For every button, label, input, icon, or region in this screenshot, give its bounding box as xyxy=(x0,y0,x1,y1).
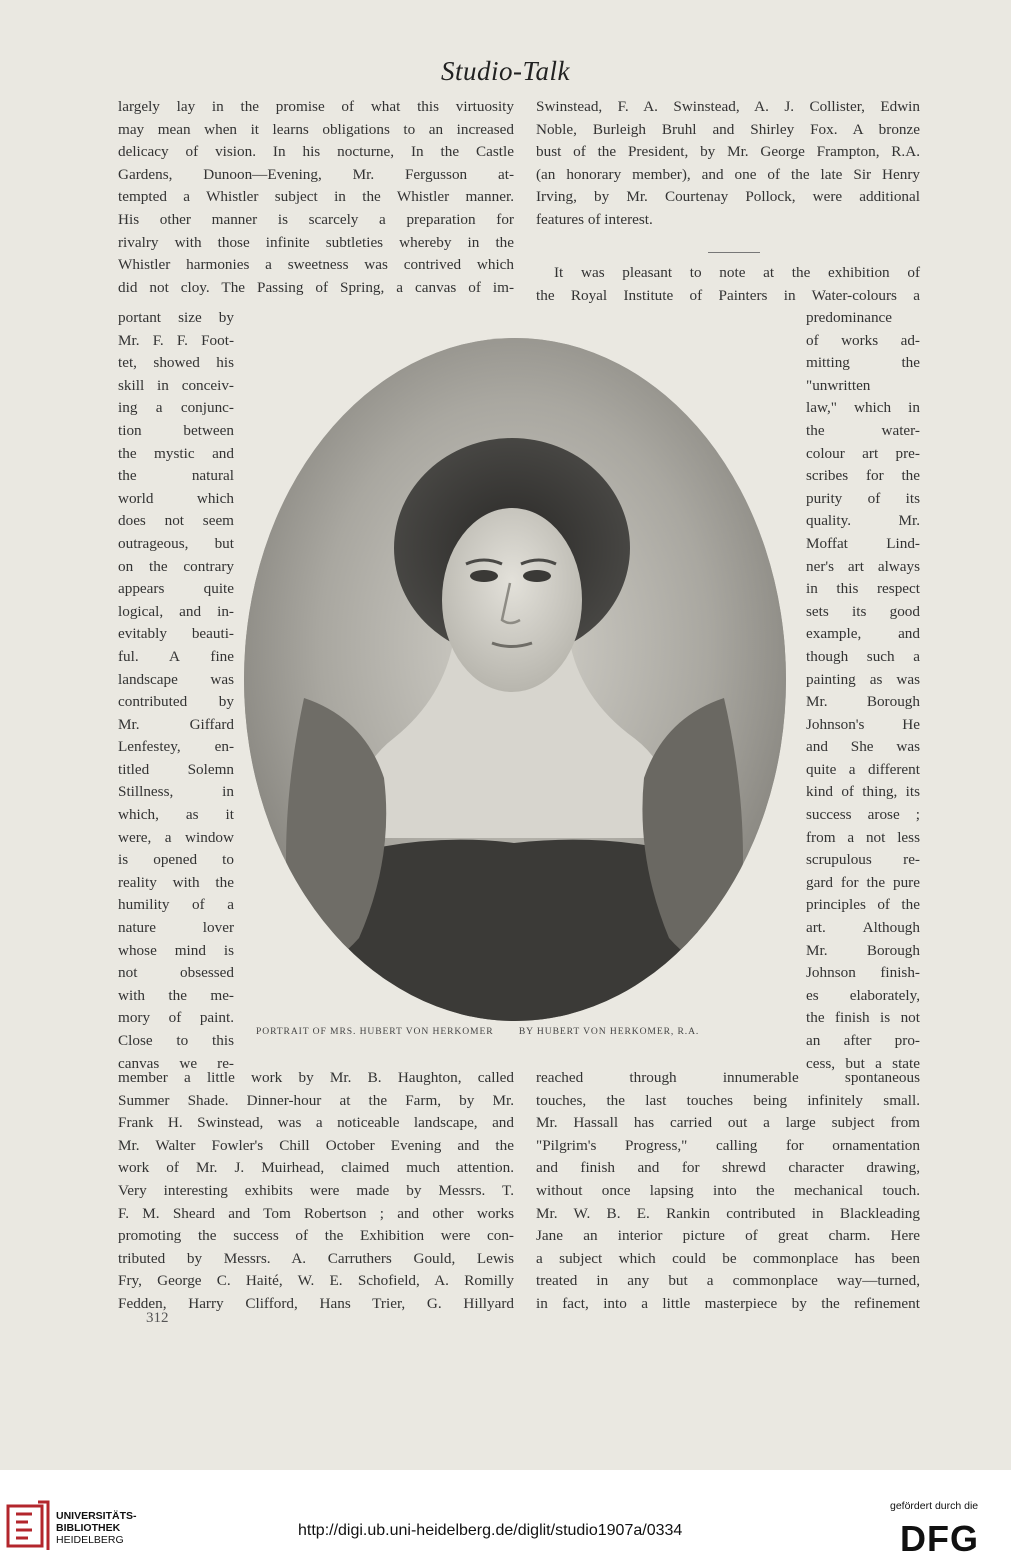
text-line: Mr. Walter Fowler's Chill October Evening and the xyxy=(118,1136,514,1154)
text-line: painting as was xyxy=(806,670,920,688)
portrait-left-eye xyxy=(470,570,498,582)
library-logo-icon xyxy=(6,1500,50,1552)
text-line: which, as it xyxy=(118,806,234,824)
text-line: Lenfestey, en- xyxy=(118,738,234,756)
text-line: touches, the last touches being infinitely small. xyxy=(536,1091,920,1109)
text-line: treated in any but a commonplace way—turned, xyxy=(536,1272,920,1290)
left-column-top xyxy=(118,96,514,299)
text-line: Summer Shade. Dinner-hour at the Farm, by Mr. xyxy=(118,1091,514,1109)
text-line: Mr. W. B. E. Rankin contributed in Blackleading xyxy=(536,1204,920,1222)
text-line: largely lay in the promise of what this virtuosity xyxy=(118,98,514,115)
text-line: It was pleasant to note at the exhibition of xyxy=(554,264,920,281)
text-line: Swinstead, F. A. Swinstead, A. J. Collister, Edwin xyxy=(536,98,920,115)
text-line: member a little work by Mr. B. Haughton, called xyxy=(118,1069,514,1086)
text-line: logical, and in- xyxy=(118,602,234,620)
text-line: F. M. Sheard and Tom Robertson ; and other works xyxy=(118,1204,514,1222)
text-line: in fact, into a little masterpiece by the refinement xyxy=(536,1294,920,1312)
text-line: is opened to xyxy=(118,851,234,869)
text-line: in this respect xyxy=(806,580,920,598)
text-line: were, a window xyxy=(118,828,234,846)
text-line: colour art pre- xyxy=(806,444,920,462)
text-line: cess, but a state xyxy=(806,1054,920,1072)
running-header: Studio-Talk xyxy=(440,56,571,86)
text-line: rivalry with those infinite subtleties whereby in the xyxy=(118,233,514,251)
text-line: outrageous, but xyxy=(118,534,234,552)
text-line: contributed by xyxy=(118,693,234,711)
source-url-link[interactable]: http://digi.ub.uni-heidelberg.de/diglit/studio1907a/0334 xyxy=(298,1522,683,1539)
text-line: and finish and for shrewd character drawing, xyxy=(536,1159,920,1177)
text-line: though such a xyxy=(806,647,920,665)
text-line: Stillness, in xyxy=(118,783,234,801)
text-line: the finish is not xyxy=(806,1009,920,1027)
text-line: kind of thing, its xyxy=(806,783,920,801)
text-line: promoting the success of the Exhibition were con- xyxy=(118,1227,514,1245)
text-line: Mr. Borough xyxy=(806,941,920,959)
right-column-bottom xyxy=(536,1067,920,1316)
portrait-drawing xyxy=(244,338,786,1021)
right-column-paragraph-start xyxy=(536,262,920,307)
text-line: the natural xyxy=(118,467,234,485)
text-line: Moffat Lind- xyxy=(806,534,920,552)
text-line: Jane an interior picture of great charm. Here xyxy=(536,1227,920,1245)
text-line: Whistler harmonies a sweetness was contrived which xyxy=(118,256,514,274)
portrait-right-eye xyxy=(523,570,551,582)
right-column-top xyxy=(536,96,920,232)
library-name-line: BIBLIOTHEK xyxy=(56,1522,121,1534)
text-line: the Royal Institute of Painters in Water-colours a xyxy=(536,286,920,304)
text-line: Johnson finish- xyxy=(806,964,920,982)
digitization-footer xyxy=(0,1470,1011,1563)
text-line: Frank H. Swinstead, was a noticeable landscape, and xyxy=(118,1114,514,1132)
text-line: "unwritten xyxy=(806,376,871,394)
text-line: His other manner is scarcely a preparation for xyxy=(118,210,514,228)
text-line: "Pilgrim's Progress," calling for ornamentation xyxy=(536,1136,920,1154)
text-line: appears quite xyxy=(118,580,234,598)
text-line: ful. A fine xyxy=(118,647,234,665)
text-line: tributed by Messrs. A. Carruthers Gould, Lewis xyxy=(118,1249,514,1267)
text-line: the mystic and xyxy=(118,444,234,462)
text-line: canvas we re- xyxy=(118,1054,234,1072)
text-line: mory of paint. xyxy=(118,1009,234,1027)
text-line: ing a conjunc- xyxy=(118,399,234,417)
text-line: Mr. Hassall has carried out a large subject from xyxy=(536,1114,920,1132)
text-line: gard for the pure xyxy=(806,873,920,891)
text-line: law," which in xyxy=(806,399,920,417)
text-line: bust of the President, by Mr. George Frampton, R.A. xyxy=(536,143,920,161)
text-line: Very interesting exhibits were made by Messrs. T. xyxy=(118,1181,514,1199)
text-line: Fry, George C. Haité, W. E. Schofield, A. Romilly xyxy=(118,1272,514,1290)
text-line: delicacy of vision. In his nocturne, In the Castle xyxy=(118,143,514,161)
text-line: art. Although xyxy=(806,919,920,937)
text-line: tion between xyxy=(118,421,234,439)
text-line: Mr. Giffard xyxy=(118,715,234,733)
text-line: scrupulous re- xyxy=(806,851,920,869)
text-line: world which xyxy=(118,489,234,507)
text-line: titled Solemn xyxy=(118,760,234,778)
text-line: of works ad- xyxy=(806,331,920,349)
text-line: sets its good xyxy=(806,602,920,620)
portrait-illustration xyxy=(244,338,786,1021)
text-line: landscape was xyxy=(118,670,234,688)
text-line: with the me- xyxy=(118,986,234,1004)
text-line: ner's art always xyxy=(806,557,920,575)
text-line: and She was xyxy=(806,738,920,756)
right-column-narrow xyxy=(806,307,920,1075)
page-number: 312 xyxy=(146,1310,169,1326)
text-line: principles of the xyxy=(806,896,920,914)
text-line: a subject which could be commonplace has been xyxy=(536,1249,920,1267)
text-line: purity of its xyxy=(806,489,920,507)
text-line: may mean when it learns obligations to an increased xyxy=(118,120,514,138)
figure-caption xyxy=(256,1026,796,1037)
text-line: portant size by xyxy=(118,309,234,326)
text-line: whose mind is xyxy=(118,941,234,959)
text-line: evitably beauti- xyxy=(118,625,234,643)
dfg-logo: DFG xyxy=(900,1518,979,1559)
text-line: predominance xyxy=(806,309,893,326)
text-line: example, and xyxy=(806,625,920,643)
library-name-line: UNIVERSITÄTS- xyxy=(56,1510,137,1522)
text-line: es elaborately, xyxy=(806,986,920,1004)
text-line: the water- xyxy=(806,421,920,439)
text-line: Mr. F. F. Foot- xyxy=(118,331,234,349)
text-line: quality. Mr. xyxy=(806,512,920,530)
text-line: an after pro- xyxy=(806,1032,920,1049)
library-name-line: HEIDELBERG xyxy=(56,1534,124,1546)
funding-note: gefördert durch die xyxy=(890,1500,979,1512)
text-line: quite a different xyxy=(806,760,920,778)
text-line: Close to this xyxy=(118,1032,234,1049)
text-line: from a not less xyxy=(806,828,920,846)
text-line: does not seem xyxy=(118,512,234,530)
portrait-face xyxy=(442,508,582,692)
text-line: did not cloy. The Passing of Spring, a canvas of im- xyxy=(118,278,514,296)
text-line: reached through innumerable spontaneous xyxy=(536,1069,920,1086)
text-line: Johnson's He xyxy=(806,715,920,733)
text-line: Fedden, Harry Clifford, Hans Trier, G. Hillyard xyxy=(118,1294,514,1312)
text-line: Mr. Borough xyxy=(806,693,920,711)
text-line: features of interest. xyxy=(536,210,653,228)
text-line: Gardens, Dunoon—Evening, Mr. Fergusson at- xyxy=(118,165,514,183)
text-line: tet, showed his xyxy=(118,354,234,372)
text-line: without once lapsing into the mechanical touch. xyxy=(536,1181,920,1199)
text-line: humility of a xyxy=(118,896,234,914)
caption-title: PORTRAIT OF MRS. HUBERT VON HERKOMER xyxy=(256,1026,494,1037)
text-line: on the contrary xyxy=(118,557,234,575)
text-line: work of Mr. J. Muirhead, claimed much attention. xyxy=(118,1159,514,1177)
caption-artist: BY HUBERT VON HERKOMER, R.A. xyxy=(518,1026,700,1037)
text-line: tempted a Whistler subject in the Whistler manner. xyxy=(118,188,514,206)
text-line: scribes for the xyxy=(806,467,920,485)
text-line: (an honorary member), and one of the late Sir Henry xyxy=(536,165,920,183)
left-column-bottom xyxy=(118,1067,514,1316)
text-line: skill in conceiv- xyxy=(118,376,234,394)
text-line: Noble, Burleigh Bruhl and Shirley Fox. A bronze xyxy=(536,120,920,138)
text-line: mitting the xyxy=(806,354,920,372)
text-line: Irving, by Mr. Courtenay Pollock, were additional xyxy=(536,188,920,206)
text-line: success arose ; xyxy=(806,806,920,824)
section-divider xyxy=(708,252,760,253)
text-line: reality with the xyxy=(118,873,234,891)
text-line: not obsessed xyxy=(118,964,234,982)
library-name xyxy=(56,1510,137,1546)
text-line: nature lover xyxy=(118,919,234,937)
left-column-narrow xyxy=(118,307,234,1075)
